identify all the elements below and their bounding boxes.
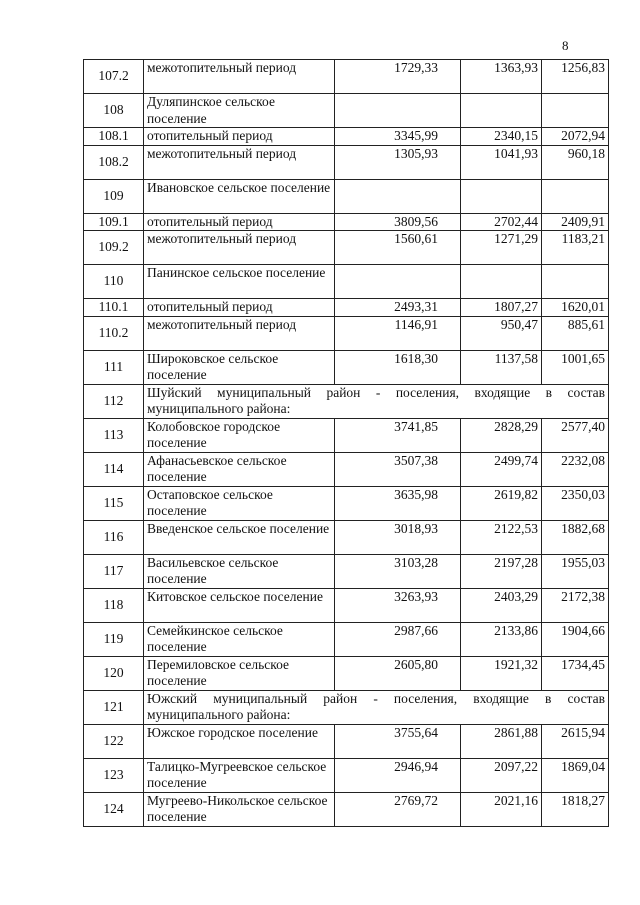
tariff-table: [83, 59, 609, 827]
value-col-1: 2946,94: [335, 758, 461, 792]
value-col-2: 1041,93: [461, 145, 542, 179]
table-row: [84, 486, 609, 520]
section-header-row: [84, 690, 609, 724]
value-col-2: 2702,44: [461, 213, 542, 231]
page-number: 8: [562, 38, 569, 53]
settlement-name: межотопительный период: [144, 145, 335, 179]
row-number: 115: [84, 486, 144, 520]
row-number: 120: [84, 656, 144, 690]
table-row: [84, 656, 609, 690]
settlement-name: отопительный период: [144, 128, 335, 146]
value-col-3: 2350,03: [542, 486, 609, 520]
value-col-2: [461, 94, 542, 128]
row-number: 122: [84, 724, 144, 758]
row-number: 116: [84, 520, 144, 554]
settlement-name: Введенское сельское поселение: [144, 520, 335, 554]
row-number: 110: [84, 265, 144, 299]
value-col-1: [335, 265, 461, 299]
value-col-3: 2577,40: [542, 418, 609, 452]
value-col-2: 1807,27: [461, 299, 542, 317]
row-number: 107.2: [84, 60, 144, 94]
table-row: [84, 265, 609, 299]
settlement-name: Талицко-Мугреевское сельское поселение: [144, 758, 335, 792]
table-row: [84, 145, 609, 179]
value-col-1: 1146,91: [335, 316, 461, 350]
value-col-2: 2097,22: [461, 758, 542, 792]
table-row: [84, 622, 609, 656]
value-col-3: 1882,68: [542, 520, 609, 554]
value-col-2: [461, 179, 542, 213]
row-number: 109.2: [84, 231, 144, 265]
value-col-1: 1618,30: [335, 350, 461, 384]
row-number: 109.1: [84, 213, 144, 231]
value-col-2: 950,47: [461, 316, 542, 350]
row-number: 113: [84, 418, 144, 452]
value-col-3: 2615,94: [542, 724, 609, 758]
row-number: 108.2: [84, 145, 144, 179]
row-number: 112: [84, 384, 144, 418]
value-col-1: 2605,80: [335, 656, 461, 690]
section-header-row: [84, 384, 609, 418]
value-col-1: 3345,99: [335, 128, 461, 146]
settlement-name: отопительный период: [144, 299, 335, 317]
value-col-3: 1256,83: [542, 60, 609, 94]
value-col-3: [542, 265, 609, 299]
row-number: 109: [84, 179, 144, 213]
value-col-2: 2133,86: [461, 622, 542, 656]
table-row: [84, 94, 609, 128]
row-number: 110.2: [84, 316, 144, 350]
tariff-table-body: [84, 60, 609, 827]
district-header: Южский муниципальный район - поселения, входящие в состав муниципального района:: [144, 690, 609, 724]
district-header: Шуйский муниципальный район - поселения, входящие в состав муниципального района:: [144, 384, 609, 418]
value-col-2: 2340,15: [461, 128, 542, 146]
settlement-name: Перемиловское сельское поселение: [144, 656, 335, 690]
table-row: [84, 554, 609, 588]
table-row: [84, 231, 609, 265]
value-col-2: 1137,58: [461, 350, 542, 384]
settlement-name: Широковское сельское поселение: [144, 350, 335, 384]
value-col-2: 2828,29: [461, 418, 542, 452]
settlement-name: Мугреево-Никольское сельское поселение: [144, 792, 335, 826]
table-row: [84, 758, 609, 792]
value-col-3: 1955,03: [542, 554, 609, 588]
value-col-2: 2861,88: [461, 724, 542, 758]
value-col-1: 1560,61: [335, 231, 461, 265]
table-row: [84, 60, 609, 94]
value-col-1: 3507,38: [335, 452, 461, 486]
table-row: [84, 128, 609, 146]
value-col-2: 1271,29: [461, 231, 542, 265]
table-row: [84, 520, 609, 554]
row-number: 123: [84, 758, 144, 792]
value-col-3: 2172,38: [542, 588, 609, 622]
row-number: 119: [84, 622, 144, 656]
value-col-2: 1363,93: [461, 60, 542, 94]
value-col-2: 1921,32: [461, 656, 542, 690]
settlement-name: Остаповское сельское поселение: [144, 486, 335, 520]
value-col-1: 2987,66: [335, 622, 461, 656]
table-row: [84, 179, 609, 213]
value-col-3: 1183,21: [542, 231, 609, 265]
value-col-2: 2122,53: [461, 520, 542, 554]
table-row: [84, 792, 609, 826]
settlement-name: Васильевское сельское поселение: [144, 554, 335, 588]
value-col-3: [542, 94, 609, 128]
row-number: 110.1: [84, 299, 144, 317]
table-row: [84, 452, 609, 486]
table-row: [84, 418, 609, 452]
row-number: 118: [84, 588, 144, 622]
value-col-1: 3018,93: [335, 520, 461, 554]
row-number: 114: [84, 452, 144, 486]
value-col-3: 1869,04: [542, 758, 609, 792]
value-col-3: 2232,08: [542, 452, 609, 486]
value-col-2: 2499,74: [461, 452, 542, 486]
row-number: 111: [84, 350, 144, 384]
row-number: 108: [84, 94, 144, 128]
value-col-3: 1734,45: [542, 656, 609, 690]
value-col-2: 2403,29: [461, 588, 542, 622]
value-col-3: 885,61: [542, 316, 609, 350]
table-row: [84, 588, 609, 622]
table-row: [84, 213, 609, 231]
value-col-2: 2197,28: [461, 554, 542, 588]
value-col-1: 3263,93: [335, 588, 461, 622]
value-col-1: 3103,28: [335, 554, 461, 588]
settlement-name: Семейкинское сельское поселение: [144, 622, 335, 656]
value-col-1: [335, 94, 461, 128]
settlement-name: отопительный период: [144, 213, 335, 231]
value-col-3: 960,18: [542, 145, 609, 179]
value-col-1: 3755,64: [335, 724, 461, 758]
table-row: [84, 350, 609, 384]
settlement-name: Китовское сельское поселение: [144, 588, 335, 622]
value-col-3: [542, 179, 609, 213]
value-col-3: 1620,01: [542, 299, 609, 317]
value-col-2: 2619,82: [461, 486, 542, 520]
table-row: [84, 316, 609, 350]
row-number: 108.1: [84, 128, 144, 146]
table-row: [84, 299, 609, 317]
settlement-name: межотопительный период: [144, 60, 335, 94]
settlement-name: межотопительный период: [144, 316, 335, 350]
row-number: 117: [84, 554, 144, 588]
settlement-name: Афанасьевское сельское поселение: [144, 452, 335, 486]
value-col-3: 1904,66: [542, 622, 609, 656]
value-col-1: 3809,56: [335, 213, 461, 231]
value-col-3: 2072,94: [542, 128, 609, 146]
value-col-2: [461, 265, 542, 299]
value-col-2: 2021,16: [461, 792, 542, 826]
value-col-1: 1729,33: [335, 60, 461, 94]
value-col-1: 3741,85: [335, 418, 461, 452]
value-col-1: 2493,31: [335, 299, 461, 317]
settlement-name: Дуляпинское сельское поселение: [144, 94, 335, 128]
settlement-name: Южское городское поселение: [144, 724, 335, 758]
settlement-name: Ивановское сельское поселение: [144, 179, 335, 213]
settlement-name: межотопительный период: [144, 231, 335, 265]
settlement-name: Панинское сельское поселение: [144, 265, 335, 299]
row-number: 124: [84, 792, 144, 826]
value-col-1: 2769,72: [335, 792, 461, 826]
table-row: [84, 724, 609, 758]
value-col-3: 1818,27: [542, 792, 609, 826]
value-col-3: 2409,91: [542, 213, 609, 231]
settlement-name: Колобовское городское поселение: [144, 418, 335, 452]
row-number: 121: [84, 690, 144, 724]
value-col-1: [335, 179, 461, 213]
value-col-1: 3635,98: [335, 486, 461, 520]
value-col-1: 1305,93: [335, 145, 461, 179]
value-col-3: 1001,65: [542, 350, 609, 384]
